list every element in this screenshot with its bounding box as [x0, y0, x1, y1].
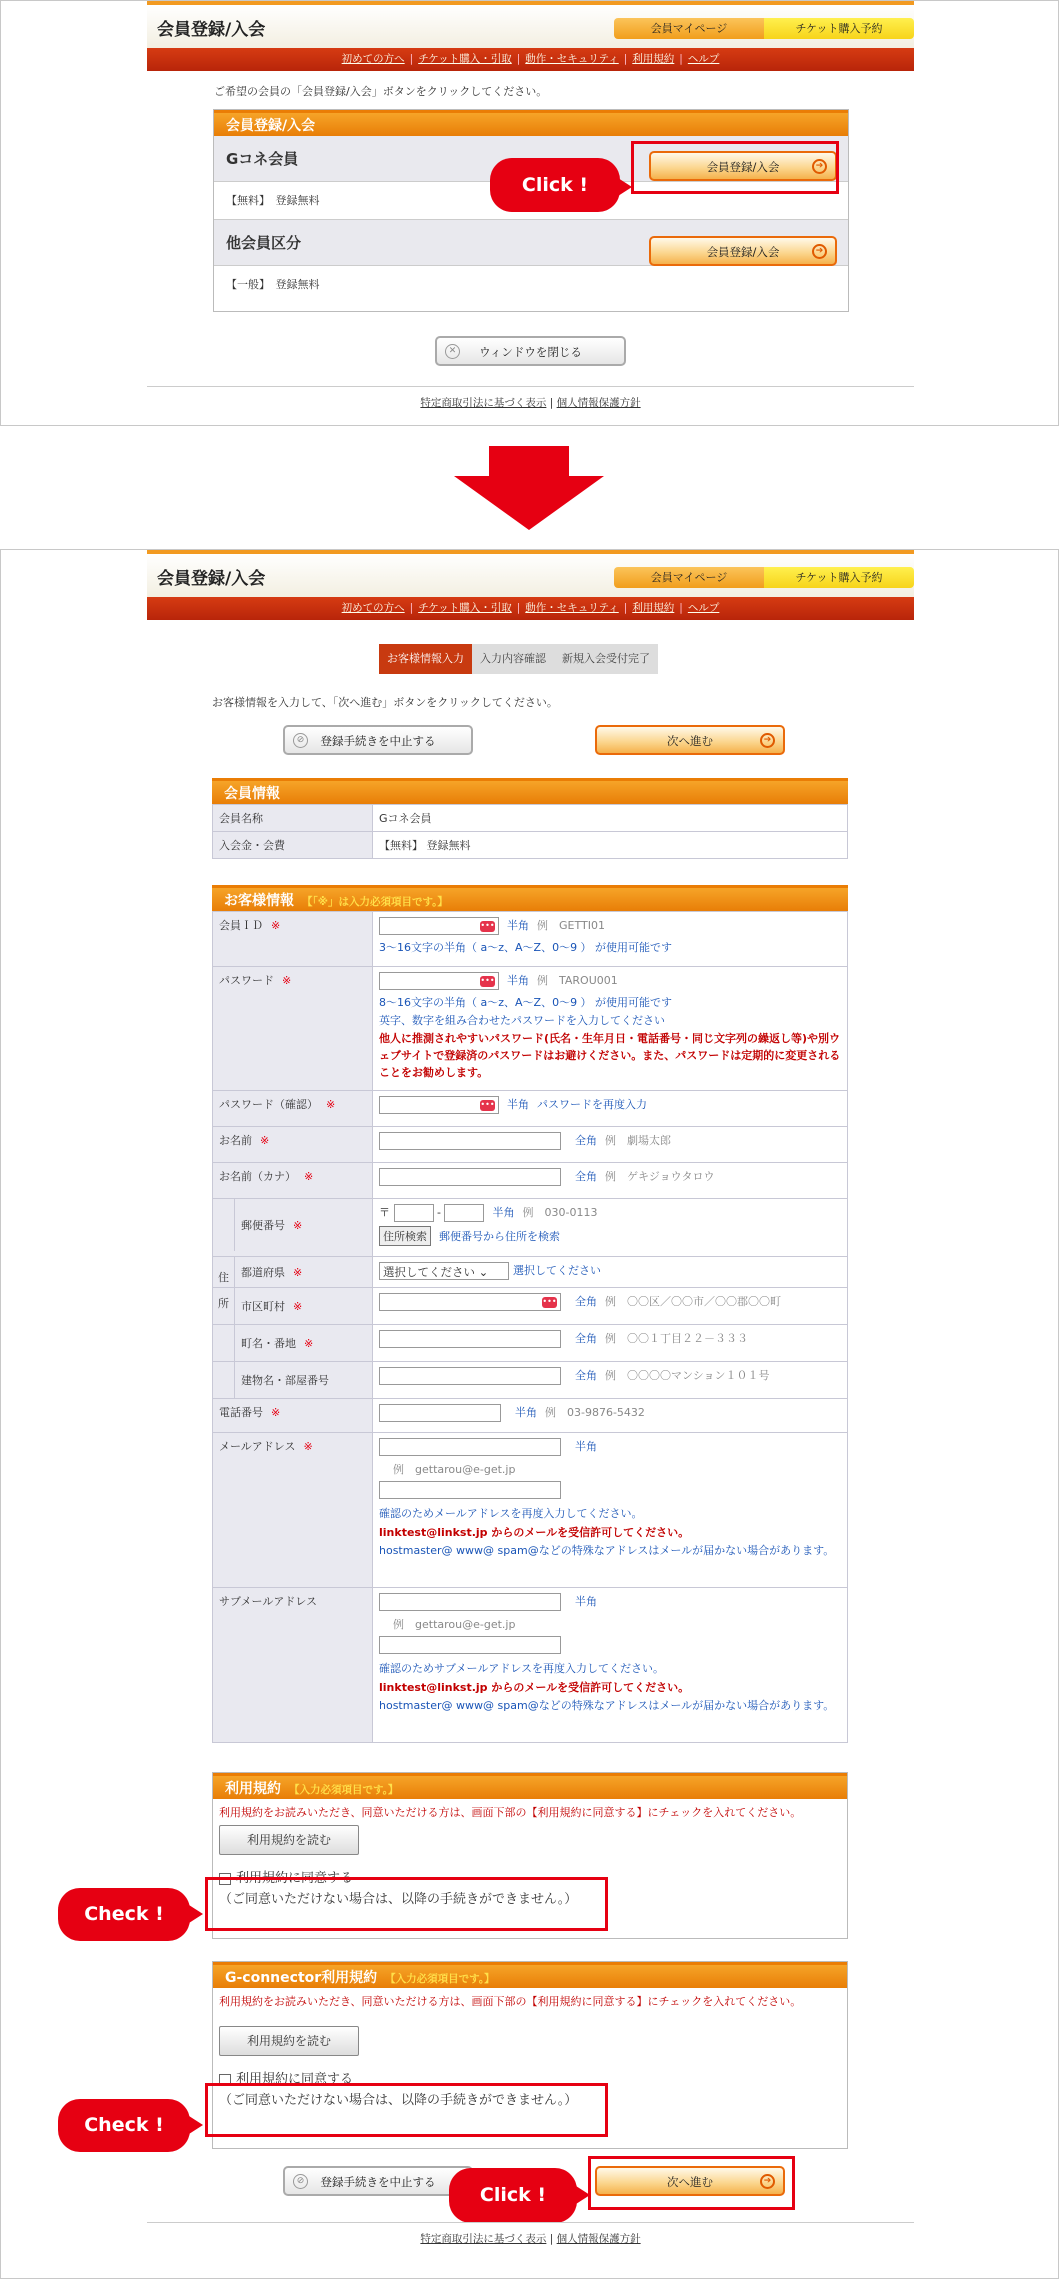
town-label-wrap	[235, 1325, 319, 1361]
required-note: 【「※」は入力必須項目です。】	[302, 896, 448, 908]
step2-inner	[147, 550, 914, 620]
section-title: 会員登録/入会	[214, 110, 848, 136]
header	[147, 550, 914, 597]
submail-type: 半角	[575, 1595, 597, 1608]
zip-first-input[interactable]	[394, 1204, 434, 1222]
nav-help[interactable]: ヘルプ	[687, 602, 720, 614]
chevron-down-icon: ⌄	[478, 1265, 489, 1279]
page-title: 会員登録/入会	[157, 569, 266, 589]
tel-cell	[373, 1399, 848, 1433]
bldg-label: 建物名・部屋番号	[241, 1374, 329, 1387]
pref-label: 都道府県	[241, 1266, 285, 1279]
footer	[147, 2222, 914, 2246]
select-value: 選択してください	[383, 1265, 475, 1279]
bldg-example: 例 〇〇〇〇マンション１０１号	[605, 1369, 770, 1382]
kana-label: お名前（カナ）	[219, 1170, 296, 1183]
button-label: 次へ進む	[667, 2175, 713, 2189]
zip-label-wrap	[235, 1199, 308, 1251]
sub-email-input[interactable]	[379, 1593, 561, 1611]
zip-dash: -	[437, 1206, 441, 1219]
city-label: 市区町村	[241, 1300, 285, 1313]
button-label: 登録手続きを中止する	[320, 734, 436, 748]
prefecture-select[interactable]	[379, 1262, 509, 1280]
kana-cell	[373, 1163, 848, 1199]
bldg-label-wrap	[235, 1362, 335, 1398]
pw2-label: パスワード（確認）	[219, 1098, 318, 1111]
address-group-spacer	[213, 1362, 235, 1398]
header	[147, 1, 914, 48]
pw-type: 半角	[507, 974, 529, 987]
nav-ticket[interactable]: チケット購入・引取	[418, 53, 512, 65]
required-mark: ※	[260, 1134, 270, 1147]
zip-label: 郵便番号	[241, 1219, 285, 1232]
customer-info-title	[212, 885, 848, 911]
submail-allow-note: linktest@linkst.jp からのメールを受信許可してください。	[379, 1681, 690, 1694]
nav-first-time[interactable]: 初めての方へ	[341, 53, 405, 65]
password-confirm-input[interactable]	[379, 1096, 499, 1114]
pref-label-wrap	[235, 1257, 308, 1287]
member-info-section	[212, 778, 848, 861]
nav-security[interactable]: 動作・セキュリティ	[525, 602, 619, 614]
required-mark: ※	[326, 1098, 336, 1111]
footer-law-link[interactable]: 特定商取引法に基づく表示	[420, 397, 547, 409]
submail-label: サブメールアドレス	[219, 1595, 318, 1608]
zip-second-input[interactable]	[444, 1204, 484, 1222]
member-fee-label: 入会金・会費	[213, 832, 373, 859]
address-group-spacer	[213, 1199, 235, 1251]
city-label-cell	[213, 1288, 373, 1325]
address-search-button[interactable]: 住所検索	[379, 1226, 431, 1246]
footer	[147, 386, 914, 410]
tel-label-cell	[213, 1399, 373, 1433]
zip-search-note: 郵便番号から住所を検索	[439, 1230, 560, 1243]
highlight-frame	[631, 141, 839, 194]
required-note: 【入力必須項目です。】	[289, 1784, 399, 1796]
city-label-wrap	[235, 1288, 308, 1324]
submail-example: 例 gettarou@e-get.jp	[393, 1618, 516, 1631]
password-manager-icon: •••	[480, 921, 495, 930]
terms-title	[213, 1773, 847, 1799]
password-manager-icon: •••	[480, 1100, 495, 1109]
pw2-type: 半角	[507, 1098, 529, 1111]
pref-cell	[373, 1257, 848, 1288]
arrow-right-icon: ➔	[812, 159, 827, 174]
mail-type: 半角	[575, 1440, 597, 1453]
callout-pointer	[189, 1905, 203, 1923]
password-input[interactable]	[379, 972, 499, 990]
highlight-frame	[205, 2083, 608, 2137]
customer-info-section	[212, 885, 848, 1752]
address-group-label: 住所	[218, 1271, 229, 1310]
title-text: お客様情報	[224, 893, 294, 909]
title-text: G-connector利用規約	[225, 1970, 378, 1986]
highlight-frame	[588, 2156, 795, 2210]
bldg-label-cell	[213, 1362, 373, 1399]
name-cell	[373, 1127, 848, 1163]
town-example: 例 〇〇１丁目２２－３３３	[605, 1332, 748, 1345]
pw-label-cell	[213, 967, 373, 1091]
pref-note: 選択してください	[513, 1264, 601, 1277]
required-mark: ※	[303, 1440, 313, 1453]
button-label: 会員登録/入会	[706, 160, 780, 174]
cancel-registration-button[interactable]	[283, 725, 473, 755]
pw2-note: パスワードを再度入力	[537, 1098, 647, 1111]
cancel-icon: ⊘	[293, 733, 308, 748]
read-gterms-button[interactable]: 利用規約を読む	[219, 2026, 359, 2056]
read-terms-button[interactable]: 利用規約を読む	[219, 1825, 359, 1855]
kana-label-cell	[213, 1163, 373, 1199]
close-icon: ✕	[445, 344, 460, 359]
button-label: 会員登録/入会	[706, 245, 780, 259]
highlight-frame	[205, 1877, 608, 1931]
phone-input[interactable]	[379, 1404, 501, 1422]
nav-help[interactable]: ヘルプ	[687, 53, 720, 65]
town-label-cell	[213, 1325, 373, 1362]
zip-prefix: 〒	[379, 1206, 390, 1219]
bldg-type: 全角	[575, 1369, 597, 1382]
id-type: 半角	[507, 919, 529, 932]
member-info-title: 会員情報	[212, 778, 848, 804]
email-input[interactable]	[379, 1438, 561, 1456]
close-window-button[interactable]	[435, 336, 626, 366]
register-button-other[interactable]	[649, 236, 837, 266]
page-title: 会員登録/入会	[157, 20, 266, 40]
pw-label: パスワード	[219, 974, 274, 987]
gterms-text: 利用規約をお読みいただき、同意いただける方は、画面下部の【利用規約に同意する】にチェックを入れてください。	[219, 1995, 802, 2008]
step-confirm: 入力内容確認	[472, 644, 554, 674]
zip-cell	[373, 1199, 848, 1257]
gterms-title	[213, 1962, 847, 1988]
check-callout: Check !	[58, 2099, 190, 2152]
arrow-down-icon	[454, 446, 604, 530]
arrow-right-icon: ➔	[812, 244, 827, 259]
cancel-icon: ⊘	[293, 2174, 308, 2189]
footer-sep: |	[546, 397, 557, 409]
mail-cell	[373, 1433, 848, 1588]
step1-panel	[0, 0, 1059, 426]
footer-sep: |	[546, 2233, 557, 2245]
arrow-right-icon: ➔	[760, 733, 775, 748]
member-info-table	[212, 804, 848, 859]
button-label: 登録手続きを中止する	[320, 2175, 436, 2189]
member-fee-value: 【無料】 登録無料	[373, 832, 848, 859]
pw-cell	[373, 967, 848, 1091]
next-button[interactable]	[595, 725, 785, 755]
plan-sub: 【無料】 登録無料	[214, 182, 848, 220]
click-callout: Click !	[449, 2168, 577, 2223]
password-manager-icon: •••	[480, 976, 495, 985]
pw-note: 8～16文字の半角（ a～z、A～Z、0～9 ） が使用可能です	[379, 996, 673, 1009]
zip-label-cell	[213, 1199, 373, 1257]
member-id-input[interactable]	[379, 917, 499, 935]
town-type: 全角	[575, 1332, 597, 1345]
tab-mypage[interactable]: 会員マイページ	[614, 567, 764, 588]
id-note: 3～16文字の半角（ a～z、A～Z、0～9 ） が使用可能です	[379, 941, 673, 954]
nav-ticket[interactable]: チケット購入・引取	[418, 602, 512, 614]
tab-ticket[interactable]: チケット購入予約	[764, 18, 914, 39]
plan-name: Gコネ会員	[226, 150, 299, 168]
name-example: 例 劇場太郎	[605, 1134, 671, 1147]
step-complete: 新規入会受付完了	[554, 644, 658, 674]
step2-panel	[0, 549, 1059, 2279]
required-mark: ※	[282, 974, 292, 987]
submail-label-cell	[213, 1588, 373, 1743]
town-input[interactable]	[379, 1330, 561, 1348]
id-cell	[373, 912, 848, 967]
plan-sub: 【一般】 登録無料	[226, 278, 320, 291]
id-label: 会員ＩＤ	[219, 919, 263, 932]
terms-agree-note: （ご同意いただけない場合は、以降の手続きができません。）	[219, 1892, 578, 1907]
step-current: お客様情報入力	[379, 644, 472, 674]
tel-example: 例 03-9876-5432	[545, 1406, 645, 1419]
tel-type: 半角	[515, 1406, 537, 1419]
name-label-cell	[213, 1127, 373, 1163]
mail-label: メールアドレス	[219, 1440, 296, 1453]
zip-example: 例 030-0113	[522, 1206, 598, 1219]
gterms-agree-label[interactable]: 利用規約に同意する	[236, 2072, 354, 2087]
town-label: 町名・番地	[241, 1337, 296, 1350]
nav-bar: 初めての方へ | チケット購入・引取 | 動作・セキュリティ | 利用規約 | ヘルプ	[147, 597, 914, 620]
submail-note: 確認のためサブメールアドレスを再度入力してください。	[379, 1662, 665, 1675]
pw2-label-cell	[213, 1091, 373, 1127]
city-input[interactable]	[379, 1293, 561, 1311]
required-mark: ※	[304, 1337, 314, 1350]
button-label: ウィンドウを閉じる	[479, 345, 582, 359]
required-note: 【入力必須項目です。】	[385, 1973, 495, 1985]
submail-special-note: hostmaster@ www@ spam@などの特殊なアドレスはメールが届かない場合があります。	[379, 1699, 835, 1712]
mail-allow-note: linktest@linkst.jp からのメールを受信許可してください。	[379, 1526, 690, 1539]
password-manager-icon: •••	[542, 1297, 557, 1306]
submail-cell	[373, 1588, 848, 1743]
terms-agree-label[interactable]: 利用規約に同意する	[236, 1871, 354, 1886]
footer-privacy-link[interactable]: 個人情報保護方針	[556, 397, 641, 409]
mail-example: 例 gettarou@e-get.jp	[393, 1463, 516, 1476]
required-mark: ※	[293, 1219, 303, 1232]
required-mark: ※	[304, 1170, 314, 1183]
plan-name: 他会員区分	[226, 234, 302, 252]
step1-inner	[147, 1, 914, 71]
mail-special-note: hostmaster@ www@ spam@などの特殊なアドレスはメールが届かない場合があります。	[379, 1544, 835, 1557]
required-mark: ※	[271, 1406, 281, 1419]
pw-note: 英字、数字を組み合わせたパスワードを入力してください	[379, 1014, 665, 1027]
progress-steps	[379, 644, 658, 674]
required-mark: ※	[293, 1300, 303, 1313]
nav-terms[interactable]: 利用規約	[632, 602, 675, 614]
required-mark: ※	[271, 919, 281, 932]
name-label: お名前	[219, 1134, 252, 1147]
tab-mypage[interactable]: 会員マイページ	[614, 18, 764, 39]
required-mark: ※	[293, 1266, 303, 1279]
customer-form	[212, 911, 848, 1743]
gterms-agree-note: （ご同意いただけない場合は、以降の手続きができません。）	[219, 2093, 578, 2108]
pw2-cell	[373, 1091, 848, 1127]
step1-instruction: ご希望の会員の「会員登録/入会」ボタンをクリックしてください。	[214, 85, 548, 98]
pw-warning: 他人に推測されやすいパスワード(氏名・生年月日・電話番号・同じ文字列の繰返し等)や別ウェブサイトで登録済のパスワードはお避けください。また、パスワードは定期的に変更されることをお勧めします。	[379, 1032, 841, 1079]
member-name-value: Gコネ会員	[373, 805, 848, 832]
pw-example: 例 TAROU001	[537, 974, 618, 987]
nav-first-time[interactable]: 初めての方へ	[341, 602, 405, 614]
tel-label: 電話番号	[219, 1406, 263, 1419]
check-callout: Check !	[58, 1888, 190, 1941]
callout-pointer	[189, 2116, 203, 2134]
step2-instruction: お客様情報を入力して、「次へ進む」ボタンをクリックしてください。	[212, 696, 558, 709]
cancel-registration-button-bottom[interactable]	[283, 2166, 473, 2196]
callout-pointer	[618, 178, 632, 196]
mail-note: 確認のためメールアドレスを再度入力してください。	[379, 1507, 643, 1520]
title-text: 利用規約	[225, 1781, 281, 1797]
member-name-label: 会員名称	[213, 805, 373, 832]
city-cell	[373, 1288, 848, 1325]
kana-input[interactable]	[379, 1168, 561, 1186]
nav-bar: 初めての方へ | チケット購入・引取 | 動作・セキュリティ | 利用規約 | ヘルプ	[147, 48, 914, 71]
nav-security[interactable]: 動作・セキュリティ	[525, 53, 619, 65]
name-input[interactable]	[379, 1132, 561, 1150]
town-cell	[373, 1325, 848, 1362]
callout-pointer	[576, 2186, 590, 2204]
address-group-col	[213, 1257, 235, 1310]
kana-example: 例 ゲキジョウタロウ	[605, 1170, 715, 1183]
bldg-cell	[373, 1362, 848, 1399]
footer-law-link[interactable]: 特定商取引法に基づく表示	[420, 2233, 547, 2245]
id-label-cell	[213, 912, 373, 967]
button-label: 次へ進む	[667, 734, 713, 748]
mail-label-cell	[213, 1433, 373, 1588]
kana-type: 全角	[575, 1170, 597, 1183]
city-type: 全角	[575, 1295, 597, 1308]
arrow-right-icon: ➔	[760, 2174, 775, 2189]
building-input[interactable]	[379, 1367, 561, 1385]
id-example: 例 GETTI01	[537, 919, 605, 932]
click-callout: Click !	[490, 158, 620, 212]
city-example: 例 〇〇区／〇〇市／〇〇郡〇〇町	[605, 1295, 781, 1308]
name-type: 全角	[575, 1134, 597, 1147]
email-confirm-input[interactable]	[379, 1481, 561, 1499]
tab-ticket[interactable]: チケット購入予約	[764, 567, 914, 588]
nav-terms[interactable]: 利用規約	[632, 53, 675, 65]
terms-text: 利用規約をお読みいただき、同意いただける方は、画面下部の【利用規約に同意する】にチェックを入れてください。	[219, 1806, 802, 1819]
zip-type: 半角	[492, 1206, 515, 1219]
address-group-spacer	[213, 1325, 235, 1361]
sub-email-confirm-input[interactable]	[379, 1636, 561, 1654]
footer-privacy-link[interactable]: 個人情報保護方針	[556, 2233, 641, 2245]
